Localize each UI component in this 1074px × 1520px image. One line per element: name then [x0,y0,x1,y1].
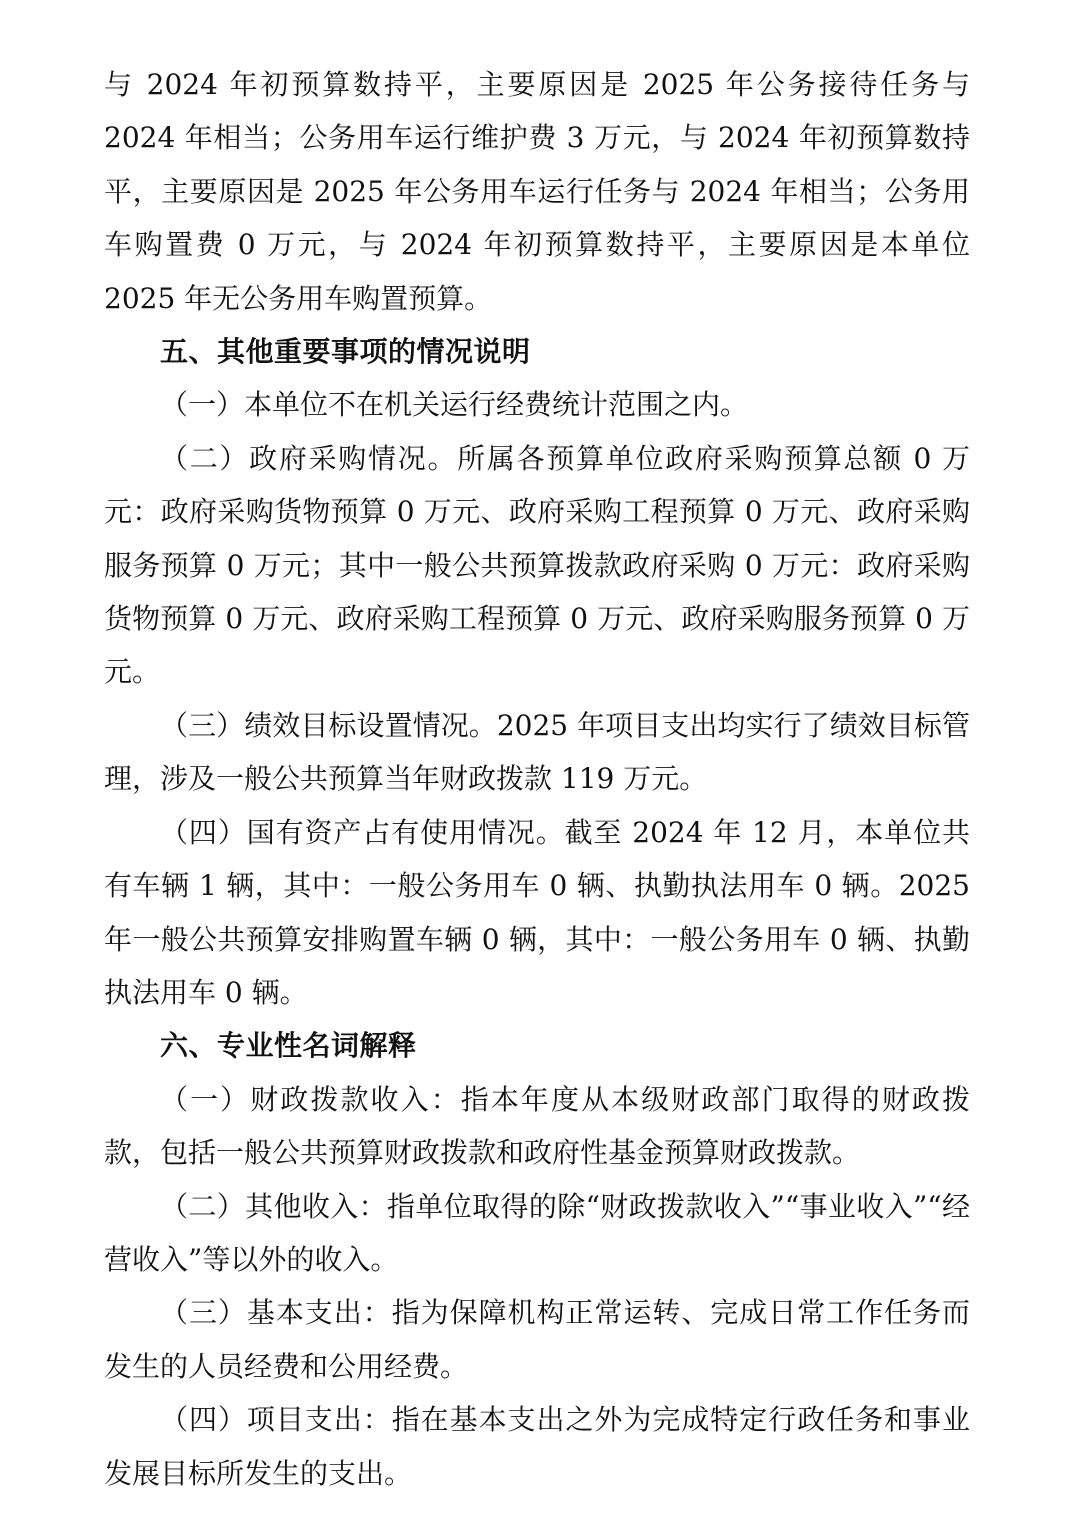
paragraph-item: （一）财政拨款收入：指本年度从本级财政部门取得的财政拨款，包括一般公共预算财政拨款和政府性基金预算财政拨款。 [104,1082,970,1170]
paragraph-item: （四）国有资产占有使用情况。截至 2024 年 12 月，本单位共有车辆 1 辆，其中：一般公务用车 0 辆、执勤执法用车 0 辆。2025 年一般公共预算安排购置车辆 0 辆，其中：一般公务用车 0 辆、执勤执法用车 0 辆。 [104,815,970,1009]
paragraph-item: （二）政府采购情况。所属各预算单位政府采购预算总额 0 万元：政府采购货物预算 0 万元、政府采购工程预算 0 万元、政府采购服务预算 0 万元；其中一般公共预算拨款政府采购 0 万元：政府采购货物预算 0 万元、政府采购工程预算 0 万元、政府采购服务预算 0 万元。 [104,441,970,689]
paragraph-item: （四）项目支出：指在基本支出之外为完成特定行政任务和事业发展目标所发生的支出。 [104,1403,970,1490]
paragraph-item: （一）本单位不在机关运行经费统计范围之内。 [160,388,749,422]
paragraph-continued: 与 2024 年初预算数持平，主要原因是 2025 年公务接待任务与 2024 年相当；公务用车运行维护费 3 万元，与 2024 年初预算数持平，主要原因是 2025 年公务用车运行任务与 2024 年相当；公务用车购置费 0 万元，与 2024 年初预算数持平，主要原因是本单位 2025 年无公务用车购置预算。 [104,68,970,315]
paragraph-item: （二）其他收入：指单位取得的除“财政拨款收入”“事业收入”“经营收入”等以外的收入。 [104,1189,970,1276]
section-heading-other-matters: 五、其他重要事项的情况说明 [160,335,531,369]
paragraph-item: （三）绩效目标设置情况。2025 年项目支出均实行了绩效目标管理，涉及一般公共预算当年财政拨款 119 万元。 [104,708,970,796]
document-page [104,58,970,1500]
paragraph-item: （三）基本支出：指为保障机构正常运转、完成日常工作任务而发生的人员经费和公用经费。 [104,1296,970,1383]
section-heading-glossary: 六、专业性名词解释 [160,1029,417,1063]
